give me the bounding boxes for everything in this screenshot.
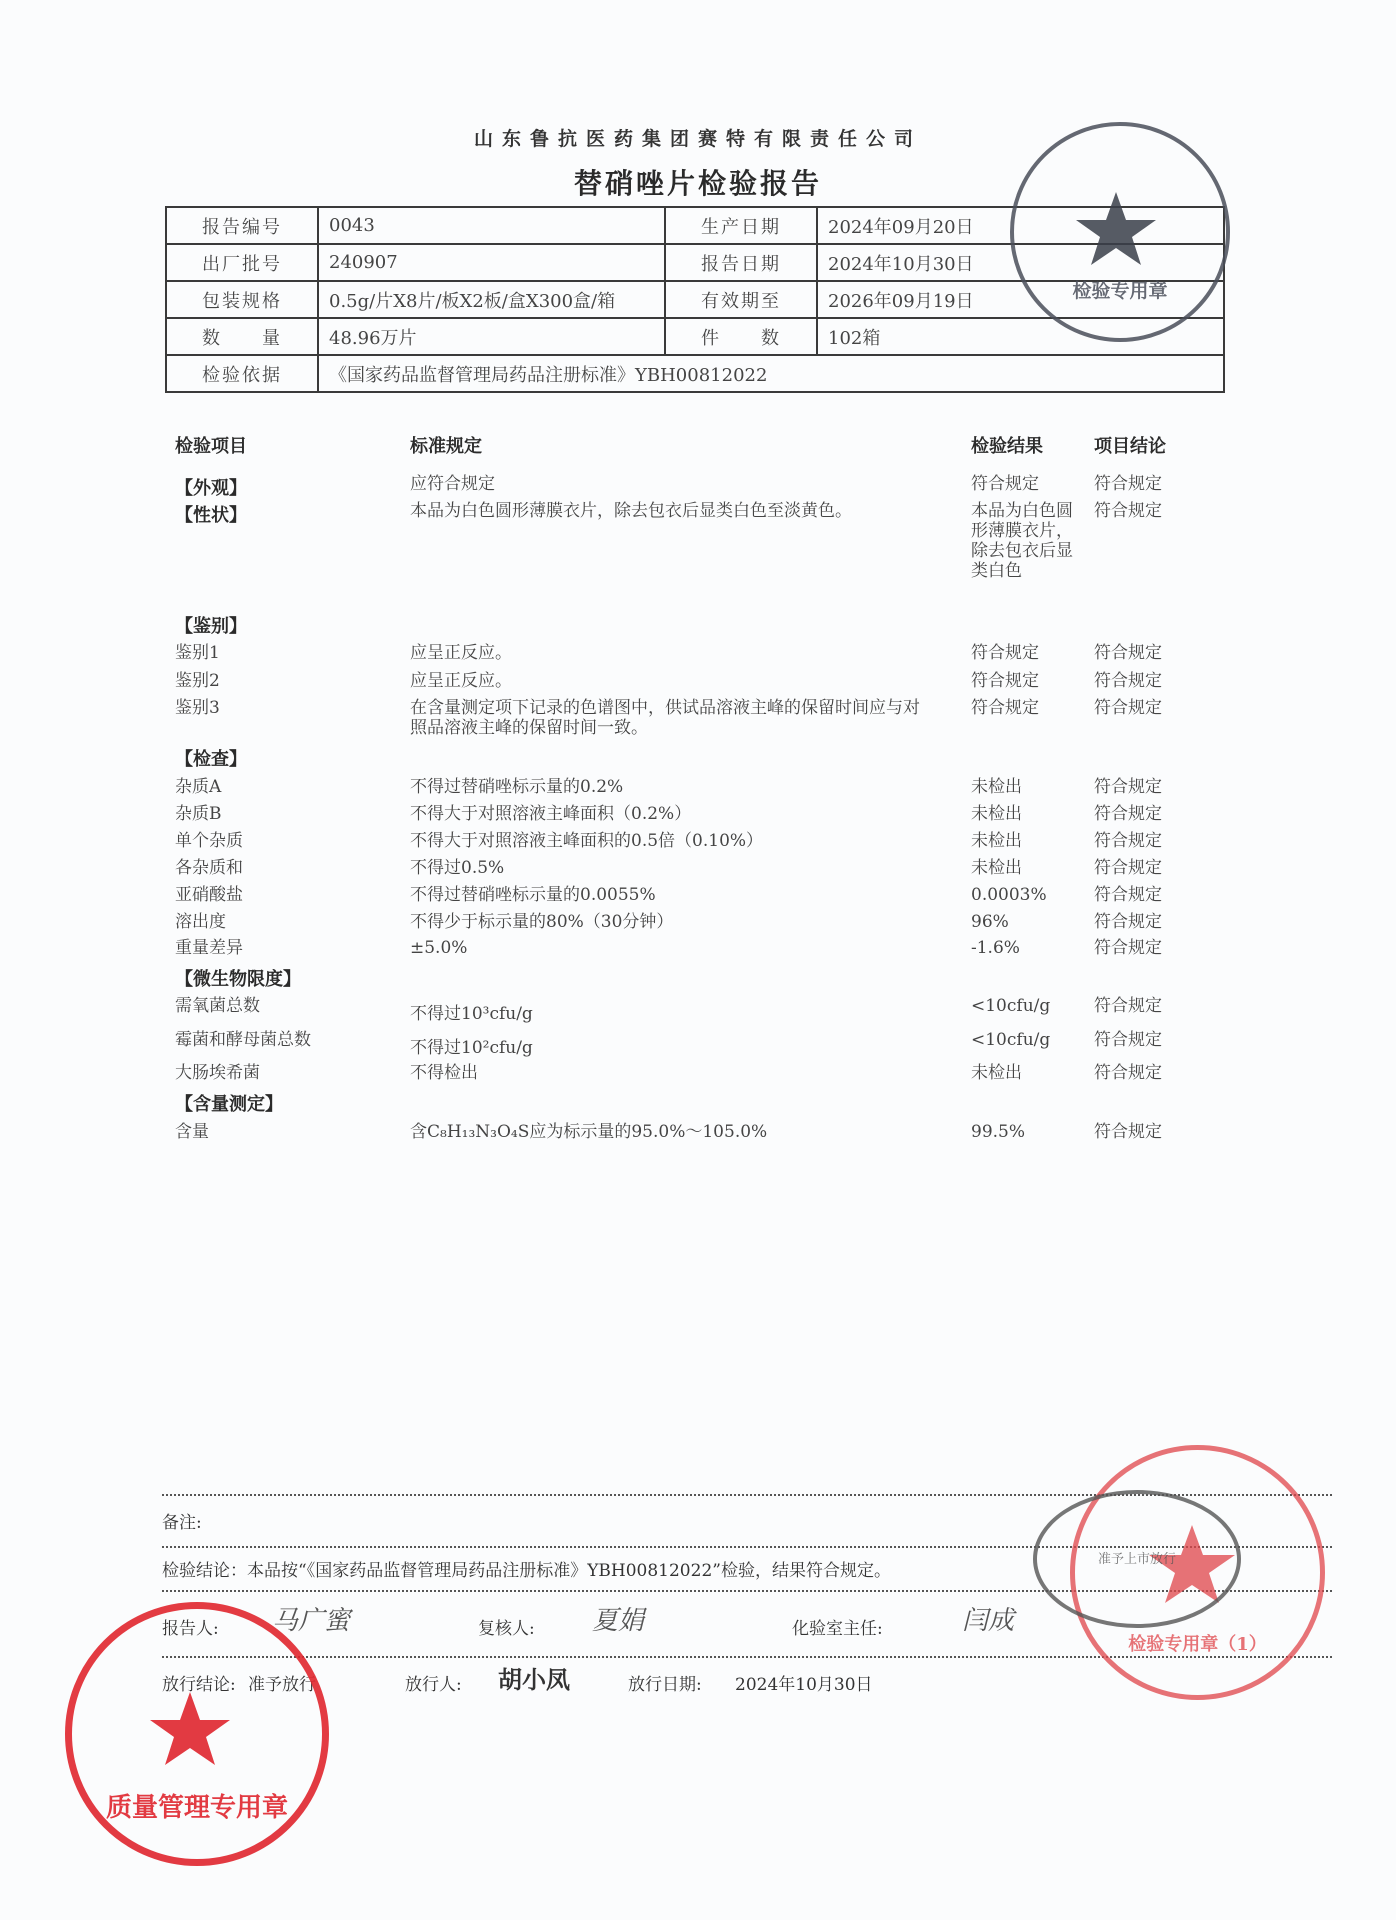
reviewer-signature: 夏娟 [592, 1606, 645, 1636]
pack-spec: 0.5g/片X8片/板X2板/盒X300盒/箱 [318, 281, 665, 318]
row-item: 含量 [175, 1122, 209, 1142]
row-item: 亚硝酸盐 [175, 885, 243, 905]
row-standard: 在含量测定项下记录的色谱图中，供试品溶液主峰的保留时间应与对照品溶液主峰的保留时间一致。 [410, 698, 920, 738]
row-conclusion: 符合规定 [1094, 474, 1162, 494]
row-conclusion: 符合规定 [1094, 1063, 1162, 1083]
report-no-label: 报告编号 [166, 207, 318, 244]
row-item: 各杂质和 [175, 858, 243, 878]
row-item: 【外观】 [175, 478, 247, 499]
expiry-label: 有效期至 [665, 281, 817, 318]
row-result: 未检出 [971, 1063, 1022, 1083]
row-result: 本品为白色圆形薄膜衣片，除去包衣后显类白色 [971, 501, 1073, 581]
pieces: 102箱 [817, 318, 1224, 355]
row-conclusion: 符合规定 [1094, 1030, 1162, 1050]
col-header-standard: 标准规定 [410, 436, 482, 457]
row-result: 未检出 [971, 831, 1022, 851]
reporter-signature: 马广蜜 [272, 1606, 351, 1636]
col-header-conclusion: 项目结论 [1094, 436, 1166, 457]
row-item: 【鉴别】 [175, 616, 247, 637]
row-standard: 不得过替硝唑标示量的0.2% [410, 777, 624, 797]
row-result: 符合规定 [971, 671, 1039, 691]
row-item: 杂质A [175, 777, 222, 797]
row-conclusion: 符合规定 [1094, 831, 1162, 851]
row-result: 未检出 [971, 777, 1022, 797]
quantity: 48.96万片 [318, 318, 665, 355]
row-item: 霉菌和酵母菌总数 [175, 1030, 311, 1050]
row-standard: 应符合规定 [410, 474, 495, 494]
row-conclusion: 符合规定 [1094, 938, 1162, 958]
seal-bottom-text: 检验专用章（1） [1128, 1634, 1267, 1655]
row-conclusion: 符合规定 [1094, 858, 1162, 878]
reviewer-label: 复核人: [478, 1619, 535, 1639]
lab-head-label: 化验室主任: [792, 1619, 883, 1639]
row-result: 未检出 [971, 858, 1022, 878]
release-date-label: 放行日期: [628, 1675, 702, 1695]
row-conclusion: 符合规定 [1094, 671, 1162, 691]
pack-label: 包装规格 [166, 281, 318, 318]
row-item: 【性状】 [175, 505, 247, 526]
report-title: 替硝唑片检验报告 [573, 167, 822, 200]
row-item: 【含量测定】 [175, 1094, 283, 1115]
row-result: 99.5% [971, 1122, 1026, 1142]
lab-head-signature: 闫成 [962, 1606, 1015, 1636]
inspection-seal-top [1010, 122, 1230, 342]
report-date-label: 报告日期 [665, 244, 817, 281]
row-result: 符合规定 [971, 643, 1039, 663]
batch-no: 240907 [318, 244, 665, 281]
row-result: <10cfu/g [971, 1030, 1051, 1050]
batch-label: 出厂批号 [166, 244, 318, 281]
row-conclusion: 符合规定 [1094, 777, 1162, 797]
prod-date: 2024年09月20日 [817, 207, 1224, 244]
col-header-result: 检验结果 [971, 436, 1043, 457]
row-item: 鉴别1 [175, 643, 220, 663]
row-result: 96% [971, 912, 1009, 932]
col-header-item: 检验项目 [175, 436, 247, 457]
basis-label: 检验依据 [166, 355, 318, 392]
row-conclusion: 符合规定 [1094, 912, 1162, 932]
row-standard: 不得检出 [410, 1063, 478, 1083]
row-result: -1.6% [971, 938, 1020, 958]
inspection-conclusion: 检验结论：本品按“《国家药品监督管理局药品注册标准》YBH00812022”检验，结果符合规定。 [162, 1561, 891, 1581]
oval-seal-text: 准予上市放行 [1097, 1552, 1176, 1567]
release-seal-oval [1033, 1490, 1241, 1628]
row-item: 杂质B [175, 804, 222, 824]
expiry-date: 2026年09月19日 [817, 281, 1224, 318]
row-conclusion: 符合规定 [1094, 804, 1162, 824]
row-result: 未检出 [971, 804, 1022, 824]
row-item: 需氧菌总数 [175, 996, 260, 1016]
row-result: 符合规定 [971, 474, 1039, 494]
row-standard: 本品为白色圆形薄膜衣片，除去包衣后显类白色至淡黄色。 [410, 501, 852, 521]
row-standard: 不得大于对照溶液主峰面积的0.5倍（0.10%） [410, 831, 764, 851]
quality-seal [65, 1602, 329, 1866]
report-no: 0043 [318, 207, 665, 244]
report-date: 2024年10月30日 [817, 244, 1224, 281]
pieces-label: 件 数 [665, 318, 817, 355]
row-standard: 不得过10³cfu/g [410, 1004, 533, 1024]
row-item: 【微生物限度】 [175, 969, 301, 990]
inspection-basis: 《国家药品监督管理局药品注册标准》YBH00812022 [318, 355, 1224, 392]
row-item: 重量差异 [175, 938, 243, 958]
row-conclusion: 符合规定 [1094, 885, 1162, 905]
row-conclusion: 符合规定 [1094, 1122, 1162, 1142]
row-item: 鉴别3 [175, 698, 220, 718]
row-result: 符合规定 [971, 698, 1039, 718]
row-standard: 不得少于标示量的80%（30分钟） [410, 912, 674, 932]
row-item: 单个杂质 [175, 831, 243, 851]
row-standard: 不得大于对照溶液主峰面积（0.2%） [410, 804, 692, 824]
row-result: <10cfu/g [971, 996, 1051, 1016]
row-result: 0.0003% [971, 885, 1047, 905]
reporter-label: 报告人: [162, 1619, 219, 1639]
row-standard: 不得过10²cfu/g [410, 1038, 533, 1058]
row-standard: 不得过替硝唑标示量的0.0055% [410, 885, 656, 905]
seal-bottom-text: 质量管理专用章 [105, 1793, 288, 1823]
row-item: 【检查】 [175, 749, 247, 770]
company-name: 山东鲁抗医药集团赛特有限责任公司 [473, 128, 922, 150]
seal-bottom-text: 检验专用章 [1072, 280, 1168, 302]
qty-label: 数 量 [166, 318, 318, 355]
remark-label: 备注: [162, 1513, 202, 1533]
releaser-signature: 胡小凤 [498, 1666, 570, 1694]
prod-date-label: 生产日期 [665, 207, 817, 244]
row-standard: 应呈正反应。 [410, 671, 512, 691]
row-item: 大肠埃希菌 [175, 1063, 260, 1083]
row-item: 鉴别2 [175, 671, 220, 691]
row-standard: ±5.0% [410, 938, 468, 958]
row-conclusion: 符合规定 [1094, 501, 1162, 521]
row-item: 溶出度 [175, 912, 226, 932]
row-conclusion: 符合规定 [1094, 996, 1162, 1016]
row-conclusion: 符合规定 [1094, 643, 1162, 663]
row-conclusion: 符合规定 [1094, 698, 1162, 718]
row-standard: 不得过0.5% [410, 858, 505, 878]
releaser-label: 放行人: [405, 1675, 462, 1695]
release-conclusion: 准予放行 [248, 1675, 316, 1695]
release-label: 放行结论: [162, 1675, 236, 1695]
row-standard: 应呈正反应。 [410, 643, 512, 663]
row-standard: 含C₈H₁₃N₃O₄S应为标示量的95.0%～105.0% [410, 1122, 768, 1142]
release-date: 2024年10月30日 [735, 1675, 873, 1695]
